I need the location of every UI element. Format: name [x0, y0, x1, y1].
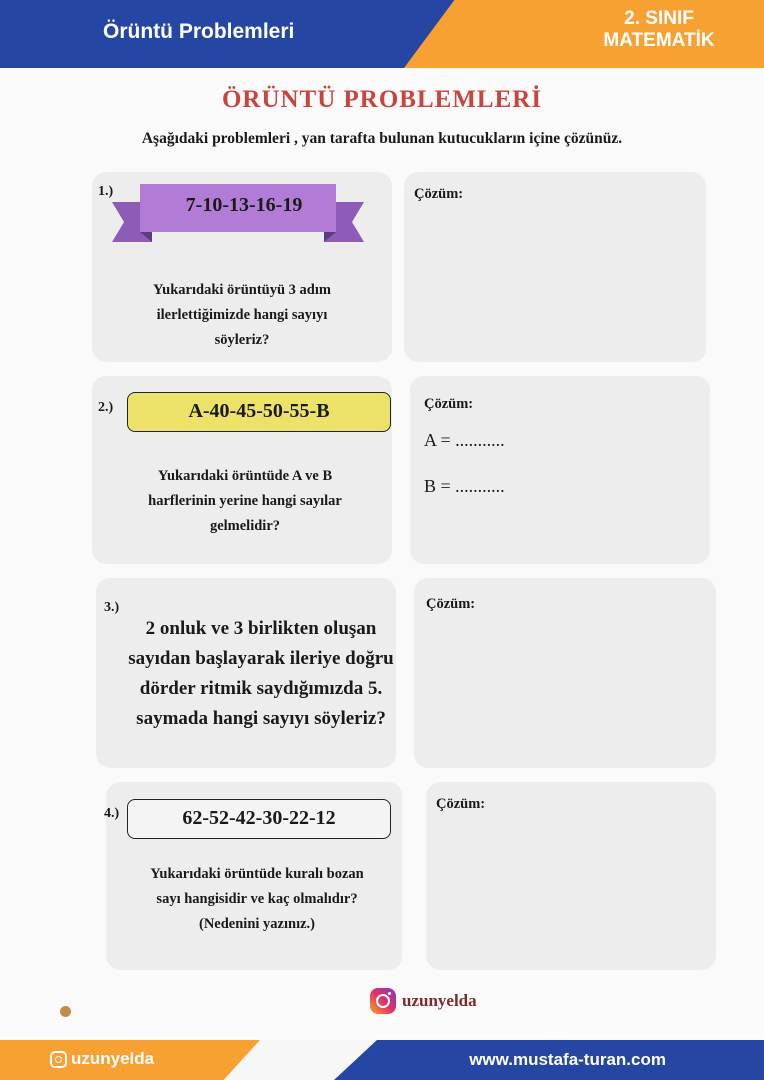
problem-4-pattern: 62-52-42-30-22-12	[182, 807, 336, 829]
watermark-handle: uzunyelda	[402, 991, 477, 1010]
problem-4-number: 4.)	[104, 806, 120, 821]
paper-spot	[60, 1006, 71, 1017]
problem-3-question	[118, 614, 404, 734]
solution-1-label: Çözüm:	[414, 186, 464, 202]
footer-instagram[interactable]	[50, 1049, 154, 1069]
footer-website-link[interactable]: www.mustafa-turan.com	[469, 1050, 666, 1069]
question-line: dörder ritmik saydığımızda 5.	[139, 678, 383, 699]
grade-label: 2. SINIF	[624, 8, 694, 29]
solution-3-label: Çözüm:	[426, 596, 476, 612]
question-line: saymada hangi sayıyı söyleriz?	[136, 708, 386, 729]
top-banner	[0, 0, 764, 68]
question-line: (Nedenini yazınız.)	[199, 916, 315, 932]
solution-2-label: Çözüm:	[424, 396, 474, 412]
problem-4-question	[112, 862, 402, 937]
problem-2-number: 2.)	[98, 400, 114, 415]
question-line: Yukarıdaki örüntüde kuralı bozan	[150, 866, 364, 882]
problem-4-pattern-box	[127, 799, 391, 839]
question-line: gelmelidir?	[209, 518, 281, 534]
problem-1-question	[92, 278, 392, 353]
footer-instagram-handle: uzunyelda	[71, 1049, 155, 1068]
problem-2-pattern: A-40-45-50-55-B	[188, 400, 330, 422]
page-title: ÖRÜNTÜ PROBLEMLERİ	[221, 86, 543, 113]
problem-2-pattern-box	[127, 392, 391, 432]
grade-subject	[574, 8, 744, 52]
question-line: sayı hangisidir ve kaç olmalıdır?	[156, 891, 358, 907]
answer-b-blank[interactable]: B = ...........	[424, 476, 505, 496]
instagram-icon	[370, 988, 396, 1014]
bottom-banner	[0, 1040, 764, 1080]
problem-3-number: 3.)	[104, 600, 120, 615]
problem-2-question	[105, 464, 385, 539]
instagram-watermark	[370, 986, 477, 1016]
answer-a-blank[interactable]: A = ...........	[424, 430, 505, 450]
solution-4-label: Çözüm:	[436, 796, 486, 812]
question-line: ilerlettiğimizde hangi sayıyı	[156, 307, 328, 323]
question-line: harflerinin yerine hangi sayılar	[148, 493, 342, 509]
problem-1-pattern: 7-10-13-16-19	[185, 194, 303, 216]
question-line: söyleriz?	[214, 332, 270, 348]
instagram-icon	[50, 1051, 67, 1068]
subject-label: MATEMATİK	[603, 30, 715, 51]
question-line: sayıdan başlayarak ileriye doğru	[128, 648, 394, 669]
question-line: Yukarıdaki örüntüyü 3 adım	[153, 282, 331, 298]
question-line: 2 onluk ve 3 birlikten oluşan	[145, 618, 377, 639]
problem-1-number: 1.)	[98, 184, 114, 199]
question-line: Yukarıdaki örüntüde A ve B	[157, 468, 333, 484]
instruction-text: Aşağıdaki problemleri , yan tarafta bulunan kutucukların içine çözünüz.	[141, 130, 623, 147]
banner-title: Örüntü Problemleri	[103, 20, 295, 43]
